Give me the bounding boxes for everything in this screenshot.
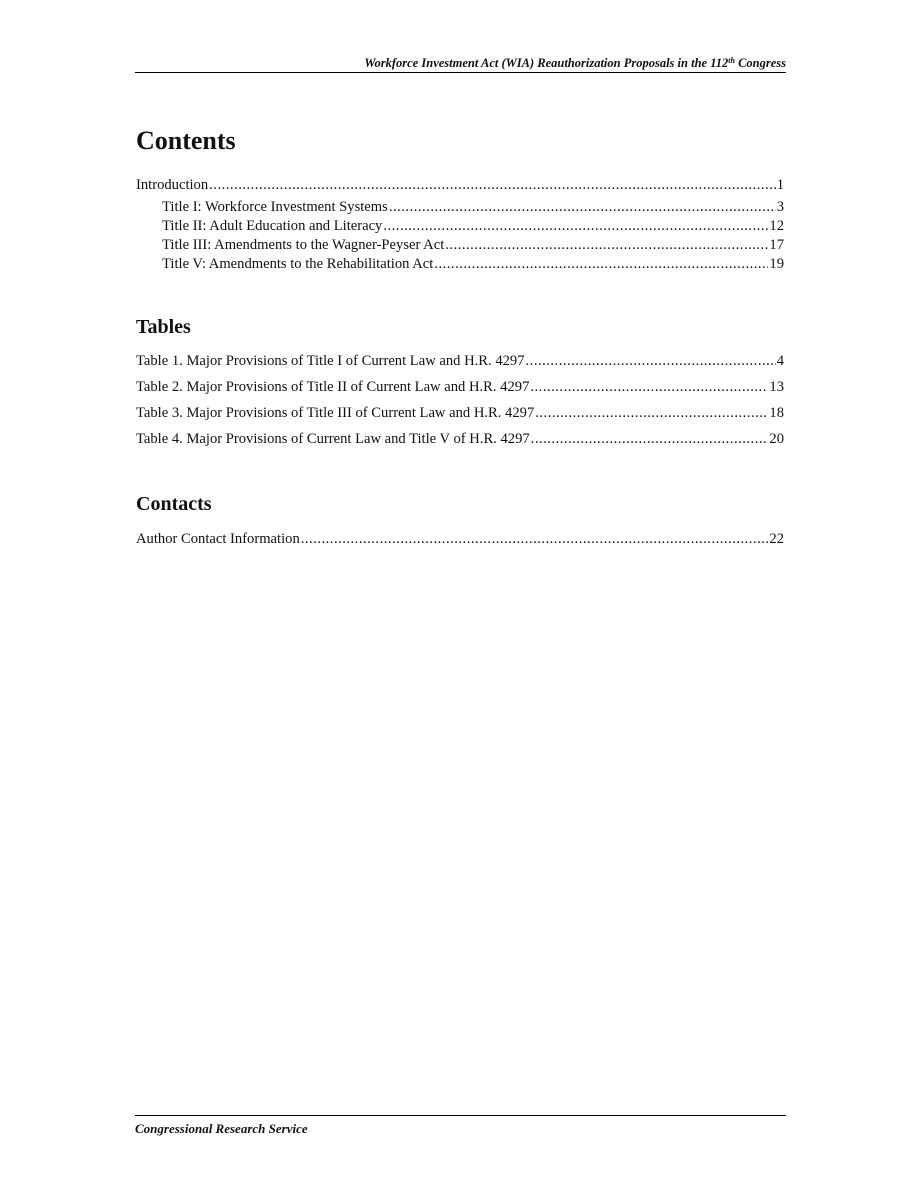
- toc-entry-page: 1: [776, 177, 784, 193]
- toc-entry-label: Title I: Workforce Investment Systems: [162, 199, 388, 215]
- dot-leader: [535, 405, 768, 422]
- toc-entry-table-2[interactable]: [136, 379, 784, 405]
- toc-entry-table-1[interactable]: [136, 353, 784, 379]
- running-header: [135, 55, 786, 73]
- toc-entry-label: Table 1. Major Provisions of Title I of Current Law and H.R. 4297: [136, 353, 525, 369]
- toc-entry-label: Author Contact Information: [136, 531, 300, 547]
- running-footer: [135, 1115, 786, 1137]
- contents-heading: Contents: [136, 126, 236, 155]
- toc-entry-label: Table 2. Major Provisions of Title II of Current Law and H.R. 4297: [136, 379, 530, 395]
- dot-leader: [383, 218, 768, 235]
- dot-leader: [389, 199, 776, 216]
- toc-entry-label: Title V: Amendments to the Rehabilitation Act: [162, 256, 434, 272]
- running-header-superscript: th: [728, 56, 735, 65]
- toc-entry-page: 3: [776, 199, 784, 215]
- contacts-heading: Contacts: [136, 493, 212, 515]
- toc-entry-page: 19: [769, 256, 784, 272]
- toc-entry-page: 13: [769, 379, 784, 395]
- toc-entry-page: 12: [769, 218, 784, 234]
- toc-entry-introduction[interactable]: [136, 177, 784, 197]
- dot-leader: [531, 431, 769, 448]
- tables-list: [136, 353, 784, 457]
- toc-entry-table-4[interactable]: [136, 431, 784, 457]
- toc-entry-page: 4: [776, 353, 784, 369]
- toc-entry-label: Table 4. Major Provisions of Current Law and Title V of H.R. 4297: [136, 431, 530, 447]
- toc-entry-page: 17: [769, 237, 784, 253]
- running-header-title-end: Congress: [734, 56, 786, 70]
- toc-entry-label: Table 3. Major Provisions of Title III of Current Law and H.R. 4297: [136, 405, 535, 421]
- contacts-list: [136, 531, 784, 551]
- toc-entry-page: 18: [769, 405, 784, 421]
- running-header-title: Workforce Investment Act (WIA) Reauthorization Proposals in the 112: [364, 56, 729, 70]
- toc-entry-title-v[interactable]: [136, 256, 784, 275]
- dot-leader: [445, 237, 768, 254]
- dot-leader: [209, 177, 776, 194]
- dot-leader: [526, 353, 776, 370]
- toc-entry-label: Title II: Adult Education and Literacy: [162, 218, 383, 234]
- toc-entry-title-i[interactable]: [136, 199, 784, 218]
- footer-text: Congressional Research Service: [135, 1121, 308, 1136]
- toc-entry-table-3[interactable]: [136, 405, 784, 431]
- tables-heading: Tables: [136, 316, 191, 338]
- toc-entry-label: Title III: Amendments to the Wagner-Peyser Act: [162, 237, 445, 253]
- toc-entry-title-iii[interactable]: [136, 237, 784, 256]
- toc-entry-title-ii[interactable]: [136, 218, 784, 237]
- toc-entry-author-contact[interactable]: [136, 531, 784, 551]
- dot-leader: [434, 256, 768, 273]
- toc-entry-page: 20: [769, 431, 784, 447]
- dot-leader: [530, 379, 768, 396]
- toc-entry-label: Introduction: [136, 177, 209, 193]
- toc-entry-page: 22: [769, 531, 784, 547]
- contents-list: [136, 177, 784, 275]
- dot-leader: [301, 531, 769, 548]
